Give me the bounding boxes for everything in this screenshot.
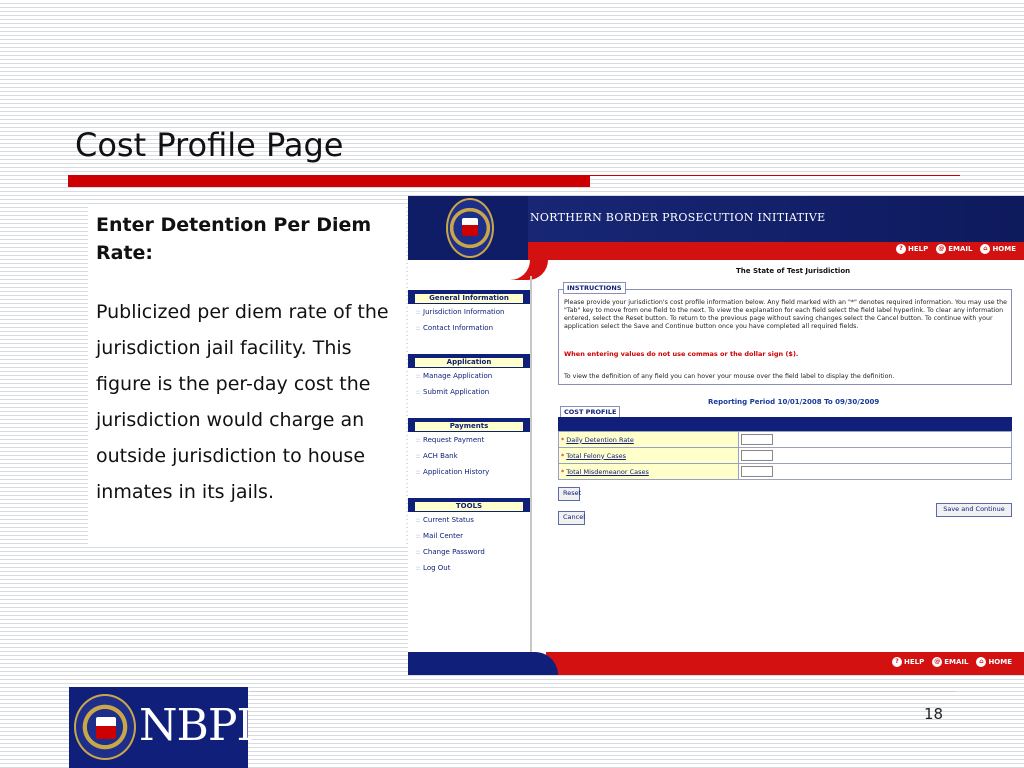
total-felony-cases-input[interactable] — [741, 450, 773, 461]
sidebar-item-manage-application[interactable]: :: Manage Application — [408, 368, 530, 384]
table-row — [559, 432, 1012, 448]
sidebar-item-request-payment[interactable]: :: Request Payment — [408, 432, 530, 448]
doj-seal-icon — [446, 198, 494, 258]
field-label-daily-detention-rate[interactable]: * Daily Detention Rate — [559, 432, 739, 448]
sidebar-item-mail-center[interactable]: :: Mail Center — [408, 528, 530, 544]
cost-profile-table — [558, 431, 1012, 480]
sidebar-item-change-password[interactable]: :: Change Password — [408, 544, 530, 560]
footer-home-link[interactable]: ⌂ HOME — [976, 657, 1012, 667]
banner-title: NORTHERN BORDER PROSECUTION INITIATIVE — [530, 211, 826, 224]
email-icon: @ — [934, 658, 941, 665]
instructions-label: INSTRUCTIONS — [563, 282, 626, 294]
sidebar-header: General Information — [414, 293, 524, 304]
cost-profile-label: COST PROFILE — [560, 406, 620, 418]
sidebar-section-general — [408, 290, 530, 336]
sidebar-section-application — [408, 354, 530, 400]
instructions-text: Please provide your jurisdiction's cost profile information below. Any field marked with an "*" denotes required information. You may use the "Tab" key to move from one field to the next. To view the explanation for each field select the field label hyperlink. To clear any information entered, select the Reset button. To return to the previous page without saving changes select the Cancel button. To continue with your application select the Save and Continue button once you have completed all required fields. — [564, 299, 1008, 330]
nbpi-logo — [69, 687, 253, 768]
footer-nav — [892, 657, 1012, 667]
curve-decoration-inner — [408, 260, 530, 280]
sidebar-item-jurisdiction-information[interactable]: :: Jurisdiction Information — [408, 304, 530, 320]
field-label-total-felony-cases[interactable]: * Total Felony Cases — [559, 448, 739, 464]
instructions-warning: When entering values do not use commas or the dollar sign ($). — [564, 350, 799, 358]
sidebar-item-application-history[interactable]: :: Application History — [408, 464, 530, 480]
help-icon: ? — [892, 657, 902, 667]
table-row — [559, 448, 1012, 464]
sidebar-section-tools — [408, 498, 530, 576]
help-icon: ? — [896, 244, 906, 254]
save-and-continue-button[interactable]: Save and Continue — [936, 503, 1012, 517]
sidebar-item-ach-bank[interactable]: :: ACH Bank — [408, 448, 530, 464]
sidebar-header: Application — [414, 357, 524, 368]
home-icon: ⌂ — [976, 657, 986, 667]
sidebar-item-submit-application[interactable]: :: Submit Application — [408, 384, 530, 400]
state-title: The State of Test Jurisdiction — [736, 267, 851, 275]
table-row — [559, 464, 1012, 480]
instructions-hover-note: To view the definition of any field you can hover your mouse over the field label to display the definition. — [564, 373, 895, 380]
logo-text: NBPI — [139, 700, 253, 751]
doj-seal-icon — [74, 694, 136, 760]
page-number: 18 — [924, 705, 944, 723]
sidebar-header: TOOLS — [414, 501, 524, 512]
email-icon: @ — [938, 245, 945, 252]
sidebar-divider — [530, 276, 532, 652]
daily-detention-rate-input[interactable] — [741, 434, 773, 445]
footer-email-link[interactable]: @ EMAIL — [934, 658, 969, 666]
footer-help-link[interactable]: ? HELP — [892, 657, 924, 667]
bottom-rule — [250, 691, 956, 692]
cost-profile-header-bar — [558, 417, 1012, 431]
sidebar-item-current-status[interactable]: :: Current Status — [408, 512, 530, 528]
sidebar-item-log-out[interactable]: :: Log Out — [408, 560, 530, 576]
home-icon: ⌂ — [980, 244, 990, 254]
help-link[interactable]: ? HELP — [896, 244, 928, 254]
top-nav — [896, 244, 1016, 254]
reset-button[interactable]: Reset — [558, 487, 580, 501]
title-rule-line — [590, 175, 960, 176]
app-screenshot — [408, 196, 1024, 675]
reporting-period: Reporting Period 10/01/2008 To 09/30/2009 — [708, 398, 880, 406]
title-rule — [68, 175, 590, 187]
home-link[interactable]: ⌂ HOME — [980, 244, 1016, 254]
email-link[interactable]: @ EMAIL — [938, 245, 973, 253]
sidebar — [408, 290, 530, 594]
footer-blue-bar — [408, 652, 558, 675]
cancel-button[interactable]: Cancel — [558, 511, 585, 525]
slide-subhead: Enter Detention Per Diem Rate: — [96, 214, 372, 264]
slide-title: Cost Profile Page — [75, 126, 344, 164]
field-label-total-misdemeanor-cases[interactable]: * Total Misdemeanor Cases — [559, 464, 739, 480]
seal-area — [408, 196, 528, 260]
sidebar-header: Payments — [414, 421, 524, 432]
sidebar-section-payments — [408, 418, 530, 480]
slide-body: Publicized per diem rate of the jurisdiction jail facility. This figure is the per-day cost the jurisdiction would charge an outside jurisdiction to house inmates in its jails. — [96, 301, 389, 503]
sidebar-item-contact-information[interactable]: :: Contact Information — [408, 320, 530, 336]
total-misdemeanor-cases-input[interactable] — [741, 466, 773, 477]
